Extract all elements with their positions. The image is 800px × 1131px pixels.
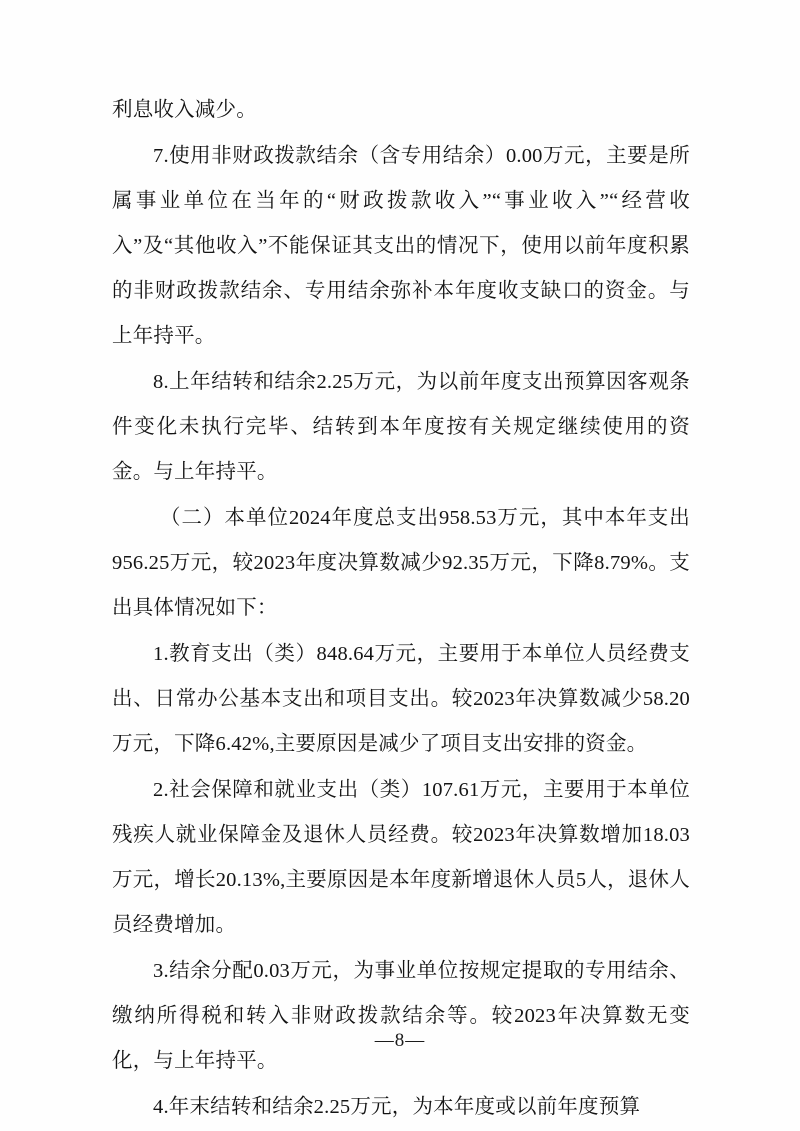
paragraph-expense-2: 2.社会保障和就业支出（类）107.61万元，主要用于本单位残疾人就业保障金及退休人员经费。较2023年决算数增加18.03万元，增长20.13%,主要原因是本年度新增退休人员5人，退休人员经费增加。 [112,779,690,936]
paragraph-item-7: 7.使用非财政拨款结余（含专用结余）0.00万元，主要是所属事业单位在当年的“财政拨款收入”“事业收入”“经营收入”及“其他收入”不能保证其支出的情况下，使用以前年度积累的非财政拨款结余、专用结余弥补本年度收支缺口的资金。与上年持平。 [112,145,690,347]
paragraph-expense-4: 4.年末结转和结余2.25万元，为本年度或以前年度预算 [153,1096,641,1118]
paragraph-expense-3: 3.结余分配0.03万元，为事业单位按规定提取的专用结余、缴纳所得税和转入非财政拨款结余等。较2023年决算数无变化，与上年持平。 [112,960,690,1072]
document-body [112,88,690,1131]
paragraph-expense-1: 1.教育支出（类）848.64万元，主要用于本单位人员经费支出、日常办公基本支出和项目支出。较2023年决算数减少58.20万元，下降6.42%,主要原因是减少了项目支出安排的资金。 [112,643,690,755]
page-number: —8— [374,1030,426,1051]
paragraph-section-2: （二）本单位2024年度总支出958.53万元，其中本年支出956.25万元，较2023年度决算数减少92.35万元，下降8.79%。支出具体情况如下： [112,507,690,619]
paragraph-item-8: 8.上年结转和结余2.25万元，为以前年度支出预算因客观条件变化未执行完毕、结转到本年度按有关规定继续使用的资金。与上年持平。 [112,371,690,483]
paragraph-continuation: 利息收入减少。 [112,99,257,121]
